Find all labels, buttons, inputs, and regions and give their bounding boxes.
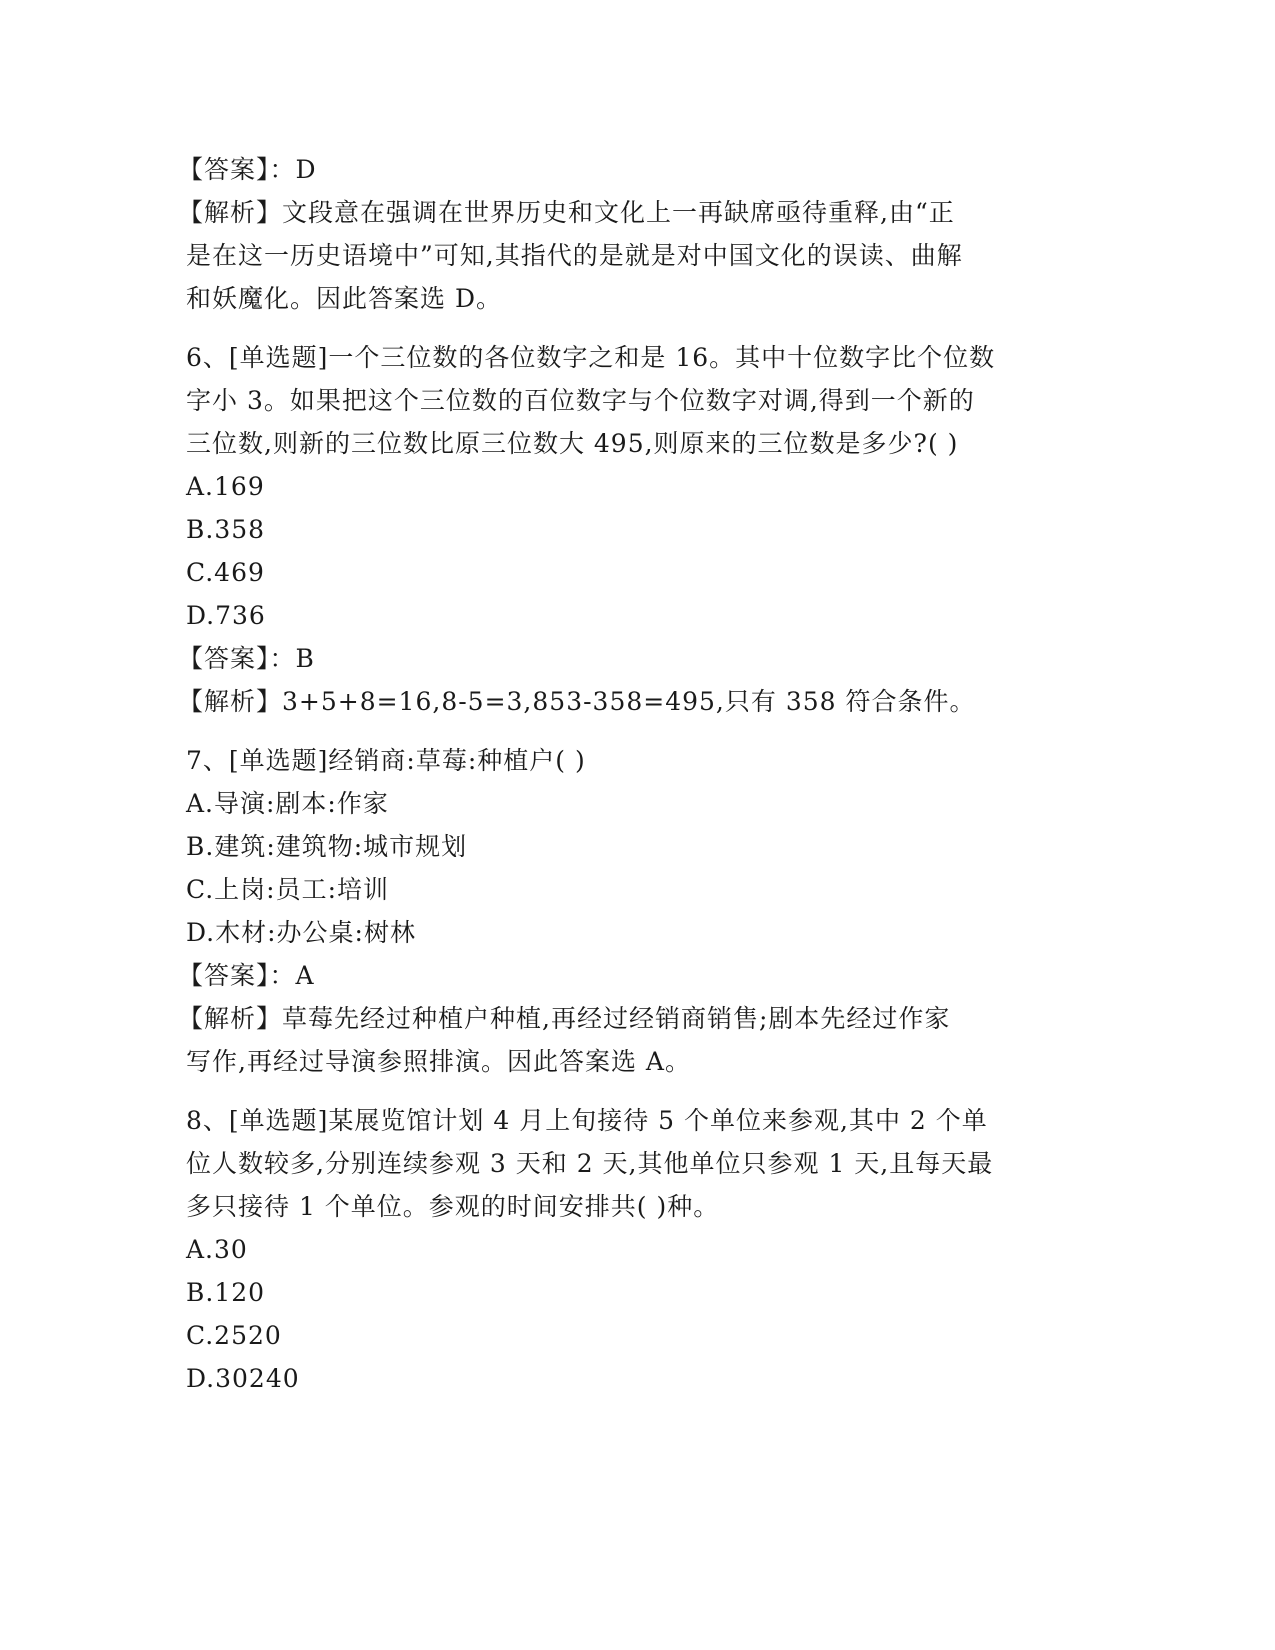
question-stem: 多只接待 1 个单位。参观的时间安排共( )种。: [186, 1192, 720, 1221]
question-stem: 位人数较多,分别连续参观 3 天和 2 天,其他单位只参观 1 天,且每天最: [186, 1149, 994, 1178]
question-stem: 三位数,则新的三位数比原三位数大 495,则原来的三位数是多少?( ): [186, 429, 959, 458]
option-c: C.469: [186, 558, 265, 587]
analysis-line: 【解析】草莓先经过种植户种植,再经过经销商销售;剧本先经过作家: [178, 1004, 951, 1033]
analysis-line: 写作,再经过导演参照排演。因此答案选 A。: [186, 1047, 691, 1076]
analysis-line: 【解析】3+5+8=16,8-5=3,853-358=495,只有 358 符合条件。: [178, 687, 976, 716]
question-6: [178, 336, 1086, 723]
option-a: A.30: [186, 1235, 248, 1264]
analysis-line: 和妖魔化。因此答案选 D。: [186, 284, 502, 313]
question-7: [178, 739, 1086, 1083]
answer-line: 【答案】：B: [178, 644, 315, 673]
option-c: C.上岗:员工:培训: [186, 875, 390, 904]
question-5: [178, 148, 1086, 320]
option-d: D.30240: [186, 1364, 300, 1393]
option-c: C.2520: [186, 1321, 282, 1350]
question-stem: 7、[单选题]经销商:草莓:种植户( ): [186, 746, 586, 775]
option-b: B.120: [186, 1278, 266, 1307]
analysis-line: 是在这一历史语境中”可知,其指代的是就是对中国文化的误读、曲解: [186, 241, 963, 270]
option-a: A.导演:剧本:作家: [186, 789, 389, 818]
answer-line: 【答案】：D: [178, 155, 317, 184]
question-stem: 6、[单选题]一个三位数的各位数字之和是 16。其中十位数字比个位数: [186, 343, 996, 372]
question-8: [186, 1099, 1086, 1400]
option-d: D.木材:办公桌:树林: [186, 918, 416, 947]
option-b: B.建筑:建筑物:城市规划: [186, 832, 468, 861]
answer-line: 【答案】：A: [178, 961, 315, 990]
option-a: A.169: [186, 472, 265, 501]
option-d: D.736: [186, 601, 266, 630]
analysis-line: 【解析】文段意在强调在世界历史和文化上一再缺席亟待重释,由“正: [178, 198, 955, 227]
question-stem: 8、[单选题]某展览馆计划 4 月上旬接待 5 个单位来参观,其中 2 个单: [186, 1106, 988, 1135]
question-stem: 字小 3。如果把这个三位数的百位数字与个位数字对调,得到一个新的: [186, 386, 975, 415]
option-b: B.358: [186, 515, 266, 544]
document-page: [178, 148, 1086, 1400]
